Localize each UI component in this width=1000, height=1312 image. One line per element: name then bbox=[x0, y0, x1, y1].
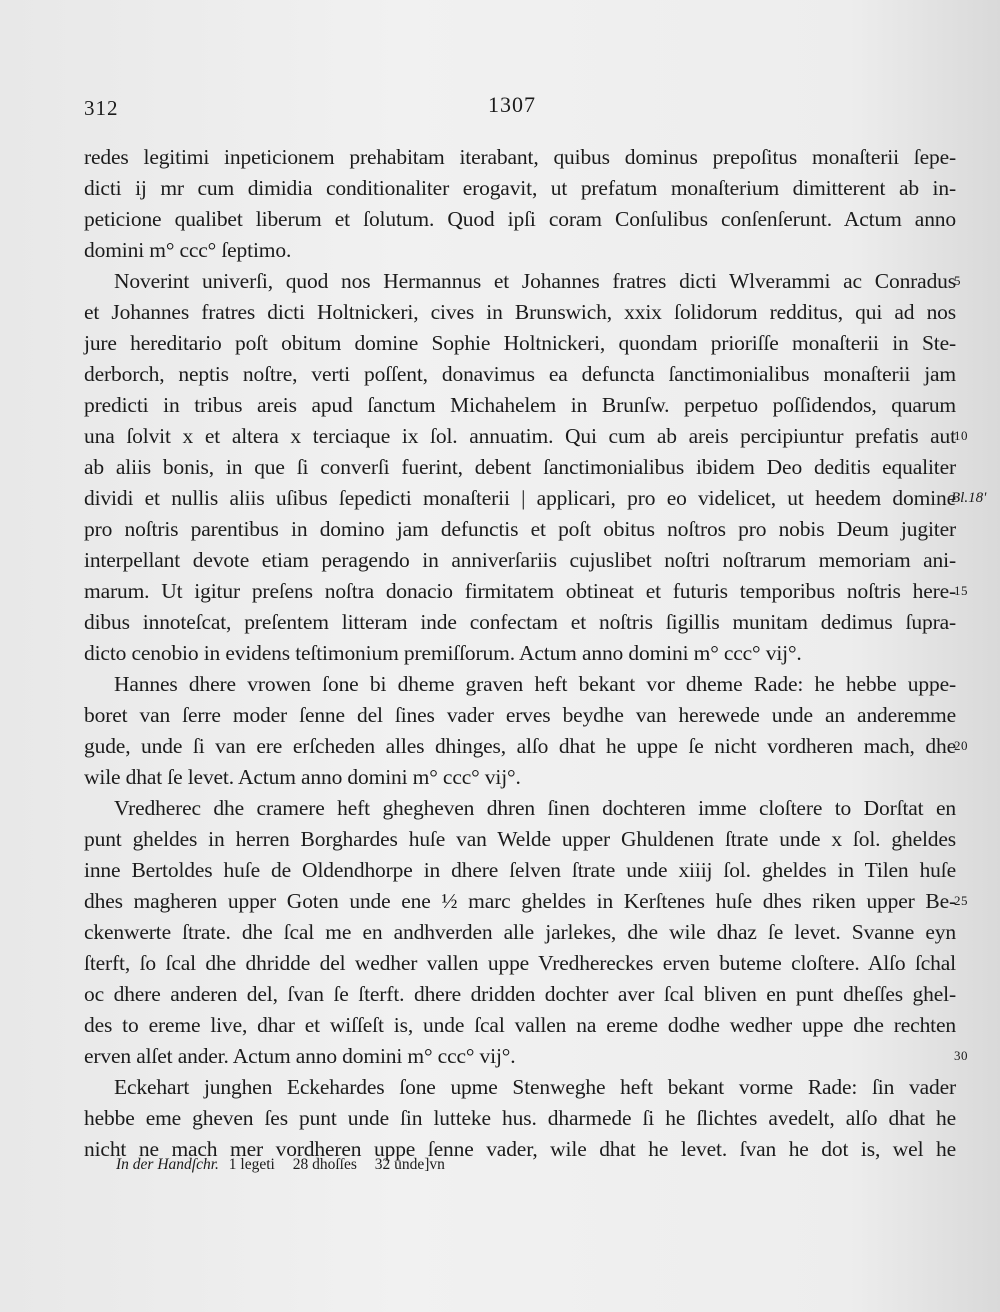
text-line: dicto cenobio in evidens teſtimonium premiſſorum. Actum anno domini m° ccc° vij°. bbox=[84, 641, 802, 665]
text-line: Noverint univerſi, quod nos Hermannus et Johannes fratres dicti Wlverammi ac Conradus bbox=[114, 269, 956, 293]
text-line: des to ereme live, dhar et wiſſeſt is, unde ſcal vallen na ereme dodhe wedher uppe dhe rechten bbox=[84, 1013, 956, 1037]
running-head-year: 1307 bbox=[488, 92, 536, 117]
text-line: peticione qualibet liberum et ſolutum. Quod ipſi coram Conſulibus conſenſerunt. Actum anno bbox=[84, 207, 956, 231]
text-line: redes legitimi inpeticionem prehabitam iterabant, quibus dominus prepoſitus monaſterii ſepe- bbox=[84, 145, 956, 169]
text-line: predicti in tribus areis apud ſanctum Michahelem in Brunſw. perpetuo poſſidendos, quarum bbox=[84, 393, 956, 417]
line-number-20: 20 bbox=[954, 738, 968, 753]
text-line: pro noſtris parentibus in domino jam defunctis et poſt obitus noſtros pro nobis Deum jugiter bbox=[84, 517, 956, 541]
line-number-25: 25 bbox=[954, 893, 968, 908]
text-line: jure hereditario poſt obitum domine Sophie Holtnickeri, quondam prioriſſe monaſterii in Ste- bbox=[84, 331, 956, 355]
page-number: 312 bbox=[84, 96, 119, 120]
text-line: boret van ſerre moder ſenne del ſines vader erves beydhe van herewede unde an anderemme bbox=[84, 703, 956, 727]
text-line: domini m° ccc° ſeptimo. bbox=[84, 238, 292, 262]
line-number-5: 5 bbox=[954, 273, 961, 288]
text-line: hebbe eme gheven ſes punt unde ſin lutteke hus. dharmede ſi he ſlichtes avedelt, alſo dhat he bbox=[84, 1106, 956, 1130]
text-line: dividi et nullis aliis uſibus ſepedicti monaſterii | applicari, pro eo videlicet, ut heedem domine bbox=[84, 486, 956, 510]
text-line: ckenwerte ſtrate. dhe ſcal me en andhverden alle jarlekes, dhe wile dhaz ſe levet. Svanne eyn bbox=[84, 920, 956, 944]
apparatus-footnote bbox=[116, 1152, 459, 1178]
text-line: gude, unde ſi van ere erſcheden alles dhinges, alſo dhat he uppe ſe nicht vordheren mach, dhe bbox=[84, 734, 956, 758]
line-number-10: 10 bbox=[954, 428, 968, 443]
text-line: wile dhat ſe levet. Actum anno domini m° ccc° vij°. bbox=[84, 765, 521, 789]
text-line: punt gheldes in herren Borghardes huſe van Welde upper Ghuldenen ſtrate unde x ſol. gheldes bbox=[84, 827, 956, 851]
text-line: interpellant devote etiam peragendo in anniverſariis cujuslibet noſtri noſtrarum memoriam ani- bbox=[84, 548, 956, 572]
text-line: marum. Ut igitur preſens noſtra donacio firmitatem obtineat et futuris temporibus noſtris here- bbox=[84, 579, 956, 603]
footnote-item: 32 unde]vn bbox=[374, 1156, 445, 1173]
folio-reference: Bl.18' bbox=[951, 490, 987, 506]
footnote-item: 1 legeti bbox=[228, 1156, 275, 1173]
text-line: ab aliis bonis, in que ſi converſi fuerint, debent ſanctimonialibus ibidem Deo deditis equaliter bbox=[84, 455, 956, 479]
line-number-15: 15 bbox=[954, 583, 968, 598]
text-line: erven alſet ander. Actum anno domini m° ccc° vij°. bbox=[84, 1044, 516, 1068]
text-line: ſterft, ſo ſcal dhe dhridde del wedher vallen uppe Vredhereckes erven buteme cloſtere. Alſo ſchal bbox=[84, 951, 956, 975]
text-line: et Johannes fratres dicti Holtnickeri, cives in Brunswich, xxix ſolidorum redditus, qui ad nos bbox=[84, 300, 956, 324]
text-line: dibus innoteſcat, preſentem litteram inde confectam et noſtris ſigillis munitam dedimus ſupra- bbox=[84, 610, 956, 634]
text-line: oc dhere anderen del, ſvan ſe ſterft. dhere dridden dochter aver ſcal bliven en punt dheſſes ghel- bbox=[84, 982, 956, 1006]
footnote-item: 28 dhoſſes bbox=[292, 1156, 357, 1173]
text-line: dicti ij mr cum dimidia conditionaliter erogavit, ut prefatum monaſterium dimitterent ab in- bbox=[84, 176, 956, 200]
text-line: Hannes dhere vrowen ſone bi dheme graven heft bekant vor dheme Rade: he hebbe uppe- bbox=[114, 672, 956, 696]
text-line: una ſolvit x et altera x terciaque ix ſol. annuatim. Qui cum ab areis percipiuntur prefatis aut bbox=[84, 424, 956, 448]
text-line: inne Bertoldes huſe de Oldendhorpe in dhere ſelven ſtrate unde xiiij ſol. gheldes in Tilen huſe bbox=[84, 858, 956, 882]
text-line: dhes magheren upper Goten unde ene ½ marc gheldes in Kerſtenes huſe dhes riken upper Be- bbox=[84, 889, 956, 913]
line-number-30: 30 bbox=[954, 1048, 968, 1063]
text-line: Eckehart junghen Eckehardes ſone upme Stenweghe heft bekant vorme Rade: ſin vader bbox=[114, 1075, 956, 1099]
text-line: nicht ne mach mer vordheren uppe ſenne vader, wile dhat he levet. ſvan he dot is, wel he bbox=[84, 1137, 956, 1161]
text-line: Vredherec dhe cramere heft ghegheven dhren ſinen dochteren imme cloſtere to Dorſtat en bbox=[114, 796, 956, 820]
footnote-label: In der Handſchr. bbox=[116, 1156, 219, 1173]
page-header bbox=[0, 92, 1000, 122]
text-line: derborch, neptis noſtre, verti poſſent, donavimus ea defuncta ſanctimonialibus monaſterii jam bbox=[84, 362, 956, 386]
